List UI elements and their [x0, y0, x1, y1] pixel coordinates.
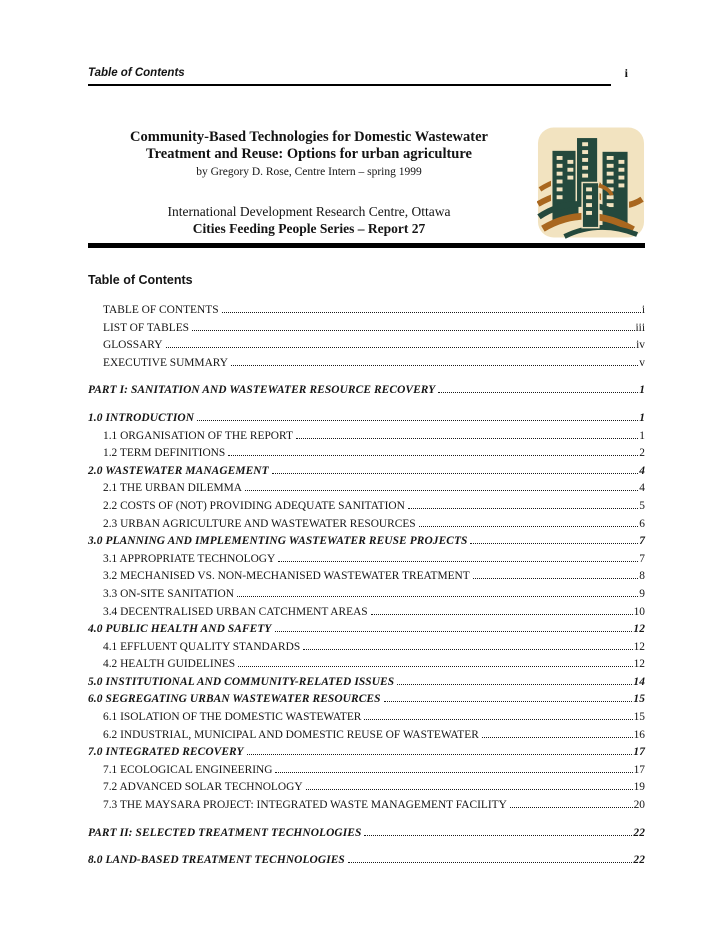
toc-entry-label: PART II: SELECTED TREATMENT TECHNOLOGIES [88, 826, 362, 839]
toc-dot-leader [510, 807, 633, 808]
toc-entry-label: 4.0 PUBLIC HEALTH AND SAFETY [88, 623, 272, 636]
toc-dot-leader [228, 455, 638, 456]
toc-entry-label: 3.1 APPROPRIATE TECHNOLOGY [103, 552, 276, 565]
toc-entry-page: 1 [639, 411, 645, 424]
toc-entry [88, 762, 645, 780]
toc-dot-leader [364, 719, 632, 720]
toc-entry-page: 7 [639, 552, 645, 565]
toc-entry-label: 1.1 ORGANISATION OF THE REPORT [103, 429, 293, 442]
toc-entry-label: 2.1 THE URBAN DILEMMA [103, 482, 243, 495]
toc-entry [88, 410, 645, 428]
toc-entry-page: 16 [633, 728, 645, 741]
toc-list [88, 302, 645, 870]
toc-entry [88, 355, 645, 373]
toc-entry [88, 445, 645, 463]
toc-entry-label: 6.1 ISOLATION OF THE DOMESTIC WASTEWATER [103, 711, 362, 724]
toc-dot-leader [470, 543, 638, 544]
organisation-name: International Development Research Centre, Ottawa [167, 204, 451, 219]
toc-entry [88, 382, 645, 400]
toc-dot-leader [245, 490, 638, 491]
toc-entry-page: iii [635, 321, 645, 334]
toc-entry-page: 12 [633, 623, 645, 636]
toc-entry-label: 6.2 INDUSTRIAL, MUNICIPAL AND DOMESTIC REUSE OF WASTEWATER [103, 728, 479, 741]
toc-entry [88, 656, 645, 674]
cover-block [88, 126, 645, 240]
toc-entry-label: 3.2 MECHANISED VS. NON-MECHANISED WASTEWATER TREATMENT [103, 570, 470, 583]
toc-dot-leader [222, 312, 641, 313]
toc-entry [88, 852, 645, 870]
toc-entry [88, 568, 645, 586]
toc-dot-leader [275, 631, 633, 632]
toc-entry-page: 9 [639, 587, 645, 600]
toc-entry-label: 1.0 INTRODUCTION [88, 411, 195, 424]
toc-entry [88, 302, 645, 320]
toc-entry-label: TABLE OF CONTENTS [103, 304, 219, 316]
toc-entry-label: 7.2 ADVANCED SOLAR TECHNOLOGY [103, 781, 303, 794]
toc-entry-page: 22 [633, 854, 645, 867]
toc-entry-label: LIST OF TABLES [103, 321, 190, 334]
toc-entry-label: 5.0 INSTITUTIONAL AND COMMUNITY-RELATED ISSUES [88, 675, 395, 688]
toc-entry-page: 2 [639, 447, 645, 460]
toc-entry-label: 3.3 ON-SITE SANITATION [103, 587, 235, 600]
report-title-line1: Community-Based Technologies for Domestic Wastewater [130, 129, 488, 145]
toc-entry-page: 14 [633, 675, 645, 688]
toc-entry [88, 551, 645, 569]
report-title [88, 129, 530, 163]
toc-entry [88, 533, 645, 551]
toc-entry-label: 1.2 TERM DEFINITIONS [103, 447, 226, 460]
toc-dot-leader [278, 561, 638, 562]
toc-dot-leader [419, 526, 639, 527]
toc-dot-leader [482, 737, 633, 738]
toc-entry-page: 7 [639, 535, 645, 548]
toc-entry-page: v [639, 356, 645, 369]
toc-entry [88, 797, 645, 815]
toc-entry-label: GLOSSARY [103, 339, 163, 352]
toc-dot-leader [192, 330, 634, 331]
toc-entry-page: 17 [633, 763, 645, 776]
buildings-and-fields-logo-icon [537, 126, 645, 239]
toc-dot-leader [348, 862, 633, 863]
toc-dot-leader [247, 754, 633, 755]
toc-dot-leader [303, 649, 632, 650]
toc-entry [88, 621, 645, 639]
toc-entry-page: i [641, 304, 645, 316]
toc-entry-page: 12 [633, 640, 645, 653]
toc-dot-leader [166, 347, 636, 348]
toc-heading: Table of Contents [88, 273, 193, 287]
toc-dot-leader [364, 835, 632, 836]
toc-dot-leader [231, 365, 638, 366]
toc-entry-page: 1 [639, 384, 645, 397]
toc-dot-leader [408, 508, 638, 509]
toc-entry-page: 8 [639, 570, 645, 583]
toc-entry-label: 3.0 PLANNING AND IMPLEMENTING WASTEWATER REUSE PROJECTS [88, 535, 468, 548]
toc-entry-page: 4 [639, 482, 645, 495]
toc-entry-page: 4 [639, 464, 645, 477]
toc-entry [88, 480, 645, 498]
toc-entry [88, 586, 645, 604]
toc-entry [88, 639, 645, 657]
toc-entry [88, 709, 645, 727]
toc-entry-page: 19 [633, 781, 645, 794]
toc-dot-leader [397, 684, 632, 685]
toc-dot-leader [438, 392, 638, 393]
toc-entry [88, 428, 645, 446]
running-header-page-number: i [624, 66, 628, 80]
toc-entry-label: 2.0 WASTEWATER MANAGEMENT [88, 464, 269, 477]
toc-entry-page: 6 [639, 517, 645, 530]
divider-rule [88, 243, 645, 248]
running-header [88, 66, 645, 86]
toc-entry-label: 7.0 INTEGRATED RECOVERY [88, 746, 244, 759]
toc-entry-page: 15 [633, 711, 645, 724]
toc-entry [88, 674, 645, 692]
toc-entry-page: iv [636, 339, 645, 352]
toc-entry-label: 2.3 URBAN AGRICULTURE AND WASTEWATER RESOURCES [103, 517, 416, 530]
toc-dot-leader [197, 420, 638, 421]
toc-entry [88, 691, 645, 709]
toc-entry [88, 779, 645, 797]
toc-dot-leader [371, 614, 633, 615]
toc-entry [88, 320, 645, 338]
toc-dot-leader [272, 473, 639, 474]
report-title-line2: Treatment and Reuse: Options for urban agriculture [146, 146, 472, 162]
toc-entry-label: 4.1 EFFLUENT QUALITY STANDARDS [103, 640, 301, 653]
report-byline: by Gregory D. Rose, Centre Intern – spring 1999 [196, 166, 422, 178]
toc-entry [88, 727, 645, 745]
toc-dot-leader [296, 438, 638, 439]
toc-dot-leader [275, 772, 632, 773]
toc-entry [88, 516, 645, 534]
toc-entry-page: 20 [633, 799, 645, 812]
toc-entry-label: EXECUTIVE SUMMARY [103, 356, 228, 369]
toc-entry-page: 5 [639, 499, 645, 512]
toc-entry-label: 2.2 COSTS OF (NOT) PROVIDING ADEQUATE SANITATION [103, 499, 405, 512]
toc-entry-page: 22 [633, 826, 645, 839]
toc-entry-page: 12 [633, 658, 645, 671]
toc-entry-label: 7.1 ECOLOGICAL ENGINEERING [103, 763, 273, 776]
toc-entry-label: 3.4 DECENTRALISED URBAN CATCHMENT AREAS [103, 605, 368, 618]
toc-entry [88, 337, 645, 355]
toc-entry-page: 1 [639, 429, 645, 442]
toc-entry [88, 825, 645, 843]
toc-entry-page: 15 [633, 693, 645, 706]
toc-entry-label: 4.2 HEALTH GUIDELINES [103, 658, 236, 671]
toc-entry-label: 7.3 THE MAYSARA PROJECT: INTEGRATED WASTE MANAGEMENT FACILITY [103, 799, 507, 812]
toc-dot-leader [473, 578, 639, 579]
toc-entry-page: 17 [633, 746, 645, 759]
toc-entry [88, 604, 645, 622]
toc-entry-label: 6.0 SEGREGATING URBAN WASTEWATER RESOURCES [88, 693, 381, 706]
toc-entry-label: 8.0 LAND-BASED TREATMENT TECHNOLOGIES [88, 854, 345, 867]
series-title: Cities Feeding People Series – Report 27 [192, 221, 426, 236]
toc-entry [88, 744, 645, 762]
toc-entry-page: 10 [633, 605, 645, 618]
toc-dot-leader [306, 789, 633, 790]
toc-dot-leader [237, 596, 638, 597]
toc-entry [88, 498, 645, 516]
toc-entry-label: PART I: SANITATION AND WASTEWATER RESOURCE RECOVERY [88, 384, 436, 397]
toc-dot-leader [238, 666, 632, 667]
cover-text [88, 126, 530, 237]
toc-entry [88, 463, 645, 481]
running-header-title: Table of Contents [88, 67, 611, 86]
toc-dot-leader [384, 701, 633, 702]
